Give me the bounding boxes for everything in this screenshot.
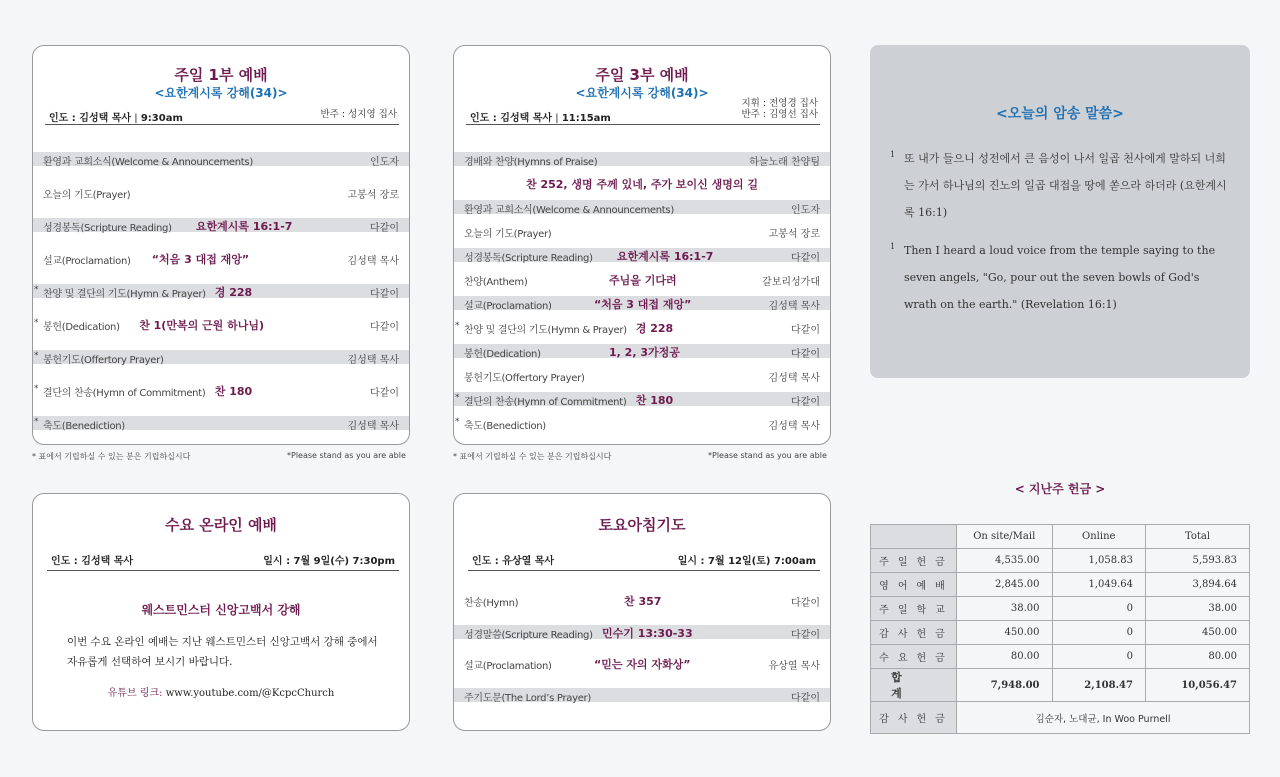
order-item-label: 환영과 교회소식(Welcome & Announcements): [43, 157, 253, 168]
order-item-label: 설교(Proclamation): [464, 301, 552, 312]
order-item-leader: 다같이: [370, 223, 399, 234]
offering-total: 80.00: [1145, 645, 1249, 669]
order-item-label: 설교(Proclamation): [464, 661, 552, 672]
offering-online: 0: [1052, 597, 1145, 621]
stand-marker: *: [34, 417, 39, 427]
youtube-url[interactable]: www.youtube.com/@KcpcChurch: [165, 688, 335, 699]
order-item-label: 주기도문(The Lord’s Prayer): [464, 692, 591, 704]
table-row: [871, 645, 1250, 669]
offering-header-onsite: On site/Mail: [957, 525, 1053, 549]
order-item-leader: 다같이: [791, 253, 820, 264]
service3-leader: 인도 : 김성택 목사: [470, 113, 553, 124]
order-item-value: “처음 3 대접 재앙”: [594, 298, 692, 311]
order-item-value: 찬 252, 생명 주께 있네, 주가 보이신 생명의 길: [526, 178, 758, 191]
order-item-leader: 김성택 목사: [768, 373, 820, 384]
offering-total-label: 합계: [871, 669, 957, 702]
offering-online: 0: [1052, 645, 1145, 669]
offering-total-total: 10,056.47: [1145, 669, 1249, 702]
youtube-label: 유튜브 링크:: [107, 688, 163, 699]
wednesday-card: [32, 493, 410, 731]
order-item-label: 찬양(Anthem): [464, 277, 528, 288]
list-item: [454, 625, 830, 639]
table-row: [871, 573, 1250, 597]
service1-divider: [45, 124, 399, 125]
order-item-value: 찬 1(만복의 근원 하나님): [139, 319, 265, 332]
order-item-value: 경 228: [635, 322, 674, 335]
order-item-label: 결단의 찬송(Hymn of Commitment): [43, 388, 206, 399]
order-item-leader: 다같이: [791, 325, 820, 336]
stand-marker: *: [34, 318, 39, 328]
list-item: [454, 296, 830, 310]
offering-category: 주일학교: [871, 597, 957, 621]
order-item-value: 찬 180: [635, 394, 674, 407]
order-item-leader: 인도자: [370, 157, 399, 168]
order-item-leader: 고봉석 장로: [347, 190, 399, 201]
wednesday-divider: [47, 570, 399, 571]
table-row: [871, 549, 1250, 573]
wednesday-title: 수요 온라인 예배: [165, 516, 277, 534]
stand-marker: *: [34, 285, 39, 295]
service3-divider: [466, 124, 820, 125]
order-item-label: 찬양 및 결단의 기도(Hymn & Prayer): [464, 325, 627, 336]
service1-leader: 인도 : 김성택 목사: [49, 113, 132, 124]
order-item-leader: 하늘노래 찬양팀: [749, 157, 820, 168]
list-item: [33, 317, 409, 331]
offering-onsite: 450.00: [957, 621, 1053, 645]
service3-foot-right: *Please stand as you are able: [708, 451, 827, 460]
order-item-leader: 갈보리성가대: [762, 277, 820, 288]
offering-category: 감사헌금: [871, 621, 957, 645]
list-item: [454, 320, 830, 334]
list-item: [454, 176, 830, 190]
offering-total: 5,593.83: [1145, 549, 1249, 573]
offering-header-blank: [871, 525, 957, 549]
offering-header-total: Total: [1145, 525, 1249, 549]
order-item-label: 축도(Benediction): [464, 421, 546, 432]
stand-marker: *: [455, 393, 460, 403]
service1-subtitle: <요한계시록 강해(34)>: [154, 86, 288, 100]
order-item-label: 성경말씀(Scripture Reading): [464, 629, 593, 641]
order-item-value: 찬 357: [624, 595, 662, 608]
list-item: [33, 350, 409, 364]
offering-table: [870, 524, 1250, 734]
service3-staff: [742, 98, 819, 120]
memory-verse-panel: [870, 45, 1250, 378]
order-item-value: 1, 2, 3가정공: [609, 346, 680, 359]
offering-category: 수요헌금: [871, 645, 957, 669]
saturday-card: [453, 493, 831, 731]
verse-number-en: 1: [890, 242, 896, 251]
list-item: [33, 284, 409, 298]
offering-total: 450.00: [1145, 621, 1249, 645]
order-item-value: 요한계시록 16:1-7: [616, 250, 714, 263]
wednesday-topic: 웨스트민스터 신앙고백서 강해: [141, 603, 301, 617]
service1-foot-right: *Please stand as you are able: [287, 451, 406, 460]
service1-title: 주일 1부 예배: [174, 66, 268, 84]
list-item: [454, 152, 830, 166]
order-item-value: 요한계시록 16:1-7: [195, 220, 293, 233]
offering-onsite: 80.00: [957, 645, 1053, 669]
order-item-label: 경배와 찬양(Hymns of Praise): [464, 157, 598, 168]
offering-total-row: [871, 669, 1250, 702]
wednesday-desc-2: 자유롭게 선택하여 보시기 바랍니다.: [67, 656, 233, 668]
offering-onsite: 4,535.00: [957, 549, 1053, 573]
order-item-value: 주님을 기다려: [609, 274, 677, 287]
service3-conductor: 지휘 : 전영경 집사: [741, 98, 818, 109]
stand-marker: *: [455, 417, 460, 427]
offering-total: 38.00: [1145, 597, 1249, 621]
offering-online: 0: [1052, 621, 1145, 645]
order-item-value: 경 228: [214, 286, 253, 299]
offering-thanks-names: 김순자, 노대균, In Woo Purnell: [957, 702, 1250, 734]
list-item: [33, 383, 409, 397]
wednesday-desc-1: 이번 수요 온라인 예배는 지난 웨스트민스터 신앙고백서 강해 중에서: [67, 636, 378, 648]
order-item-leader: 인도자: [791, 205, 820, 216]
order-item-value: 찬 180: [214, 385, 253, 398]
list-item: [454, 272, 830, 286]
order-item-leader: 김성택 목사: [347, 355, 399, 366]
service1-foot-left: * 표에서 기립하실 수 있는 분은 기립하십시다: [32, 452, 191, 461]
order-item-leader: 다같이: [370, 289, 399, 300]
youtube-link-line: [33, 684, 409, 699]
service3-card: [453, 45, 831, 445]
order-item-label: 오늘의 기도(Prayer): [43, 190, 131, 201]
list-item: [33, 416, 409, 430]
order-item-leader: 김성택 목사: [768, 421, 820, 432]
order-item-leader: 다같이: [370, 388, 399, 399]
order-item-label: 봉헌기도(Offertory Prayer): [464, 373, 585, 384]
order-item-label: 봉헌(Dedication): [464, 349, 541, 360]
order-item-label: 찬송(Hymn): [464, 598, 519, 609]
table-row: [871, 621, 1250, 645]
list-item: [33, 185, 409, 199]
order-item-leader: 유상열 목사: [768, 661, 820, 672]
order-item-leader: 김성택 목사: [768, 301, 820, 312]
offering-online: 1,049.64: [1052, 573, 1145, 597]
order-item-leader: 다같이: [370, 322, 399, 333]
table-row: [871, 597, 1250, 621]
offering-total: 3,894.64: [1145, 573, 1249, 597]
order-item-leader: 다같이: [791, 397, 820, 408]
list-item: [454, 688, 830, 702]
saturday-date: 일시 : 7월 12일(토) 7:00am: [677, 556, 816, 567]
order-item-leader: 다같이: [791, 692, 820, 704]
order-item-leader: 다같이: [791, 349, 820, 360]
list-item: [454, 656, 830, 670]
list-item: [33, 218, 409, 232]
list-item: [33, 152, 409, 166]
order-item-leader: 고봉석 장로: [768, 229, 820, 240]
offering-category: 주일헌금: [871, 549, 957, 573]
wednesday-leader: 인도 : 김성택 목사: [51, 556, 134, 567]
order-item-label: 축도(Benediction): [43, 421, 125, 432]
order-item-value: “처음 3 대접 재앙”: [151, 253, 250, 266]
order-item-label: 결단의 찬송(Hymn of Commitment): [464, 397, 627, 408]
offering-onsite: 38.00: [957, 597, 1053, 621]
order-item-label: 성경봉독(Scripture Reading): [43, 223, 172, 234]
offering-online: 1,058.83: [1052, 549, 1145, 573]
service1-leader-line: 인도 : 김성택 목사 | 9:30am: [49, 113, 183, 124]
order-item-leader: 다같이: [791, 598, 820, 609]
verse-number-ko: 1: [890, 150, 896, 159]
order-item-leader: 김성택 목사: [347, 256, 399, 267]
offering-category: 영어예배: [871, 573, 957, 597]
service1-accompanist: 반주 : 성지영 집사: [320, 109, 397, 120]
order-item-label: 설교(Proclamation): [43, 256, 131, 267]
service3-foot-left: * 표에서 기립하실 수 있는 분은 기립하십시다: [453, 452, 612, 461]
saturday-title: 토요아침기도: [598, 516, 686, 534]
service3-subtitle: <요한계시록 강해(34)>: [575, 86, 709, 100]
verse-text-en: Then I heard a loud voice from the temple saying to the seven angels, "Go, pour out the seven bowls of God's wrath on the earth." (Revelation 16:1): [904, 244, 1216, 311]
offering-thanks-label: 감사헌금: [871, 702, 957, 734]
offering-total-online: 2,108.47: [1052, 669, 1145, 702]
offering-thanks-row: [871, 702, 1250, 734]
order-item-label: 찬양 및 결단의 기도(Hymn & Prayer): [43, 289, 206, 300]
service1-time: 9:30am: [140, 113, 183, 124]
order-item-value: “믿는 자의 자화상”: [594, 658, 691, 671]
order-item-value: 민수기 13:30-33: [602, 626, 693, 640]
wednesday-date: 일시 : 7월 9일(수) 7:30pm: [263, 556, 395, 567]
service3-leader-line: 인도 : 김성택 목사 | 11:15am: [470, 113, 611, 124]
memory-verse-ko: [890, 145, 1234, 226]
offering-onsite: 2,845.00: [957, 573, 1053, 597]
memory-title: <오늘의 암송 말씀>: [996, 106, 1124, 122]
list-item: [454, 368, 830, 382]
stand-marker: *: [34, 384, 39, 394]
service3-time: 11:15am: [561, 113, 611, 124]
service3-accompanist: 반주 : 김영선 집사: [741, 109, 818, 120]
stand-marker: *: [455, 321, 460, 331]
order-item-label: 성경봉독(Scripture Reading): [464, 253, 593, 264]
offering-header-online: Online: [1052, 525, 1145, 549]
service3-title: 주일 3부 예배: [595, 66, 689, 84]
order-item-label: 환영과 교회소식(Welcome & Announcements): [464, 205, 674, 216]
verse-text-ko: 또 내가 들으니 성전에서 큰 음성이 나서 일곱 천사에게 말하되 너희는 가서 하나님의 진노의 일곱 대접을 땅에 쏟으라 하더라 (요한계시록 16:1): [904, 152, 1227, 219]
service1-card: [32, 45, 410, 445]
order-item-label: 봉헌(Dedication): [43, 322, 120, 333]
list-item: [454, 344, 830, 358]
order-item-leader: 김성택 목사: [347, 421, 399, 432]
order-item-label: 봉헌기도(Offertory Prayer): [43, 355, 164, 366]
list-item: [33, 251, 409, 265]
stand-marker: *: [34, 351, 39, 361]
saturday-leader: 인도 : 유상열 목사: [472, 556, 555, 567]
memory-verse-en: [890, 237, 1234, 318]
saturday-divider: [468, 570, 820, 571]
offering-title: < 지난주 헌금 >: [1014, 482, 1106, 496]
offering-total-onsite: 7,948.00: [957, 669, 1053, 702]
order-item-label: 오늘의 기도(Prayer): [464, 229, 552, 240]
offering-header-row: [871, 525, 1250, 549]
list-item: [454, 392, 830, 406]
list-item: [454, 224, 830, 238]
order-item-leader: 다같이: [791, 629, 820, 641]
list-item: [454, 593, 830, 607]
list-item: [454, 200, 830, 214]
list-item: [454, 248, 830, 262]
list-item: [454, 416, 830, 430]
